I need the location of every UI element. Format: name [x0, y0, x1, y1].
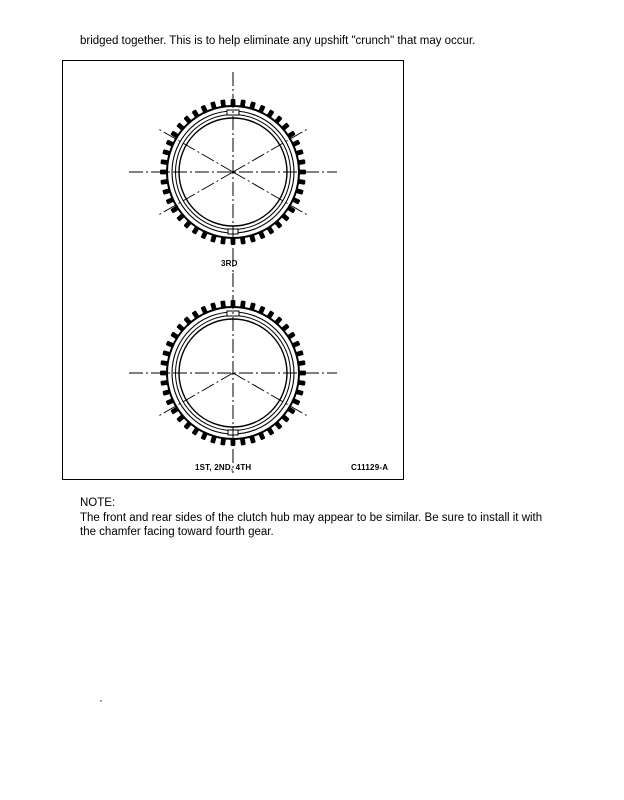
- caption-1st-2nd-4th: 1ST, 2ND, 4TH: [195, 463, 252, 472]
- figure-id: C11129-A: [351, 463, 389, 472]
- caption-3rd: 3RD: [221, 259, 238, 268]
- note-body: The front and rear sides of the clutch hub may appear to be similar. Be sure to install it with the chamfer facing toward fourth gear.: [80, 512, 543, 538]
- clutch-hub-diagram: [63, 61, 405, 481]
- note-label: NOTE:: [80, 497, 116, 509]
- gear-3rd: [129, 72, 337, 272]
- scan-speck: [100, 700, 102, 702]
- intro-text: bridged together. This is to help eliminate any upshift "crunch" that may occur.: [80, 35, 476, 47]
- gear-1st-2nd-4th: [129, 273, 337, 473]
- clutch-hub-figure: [62, 60, 404, 480]
